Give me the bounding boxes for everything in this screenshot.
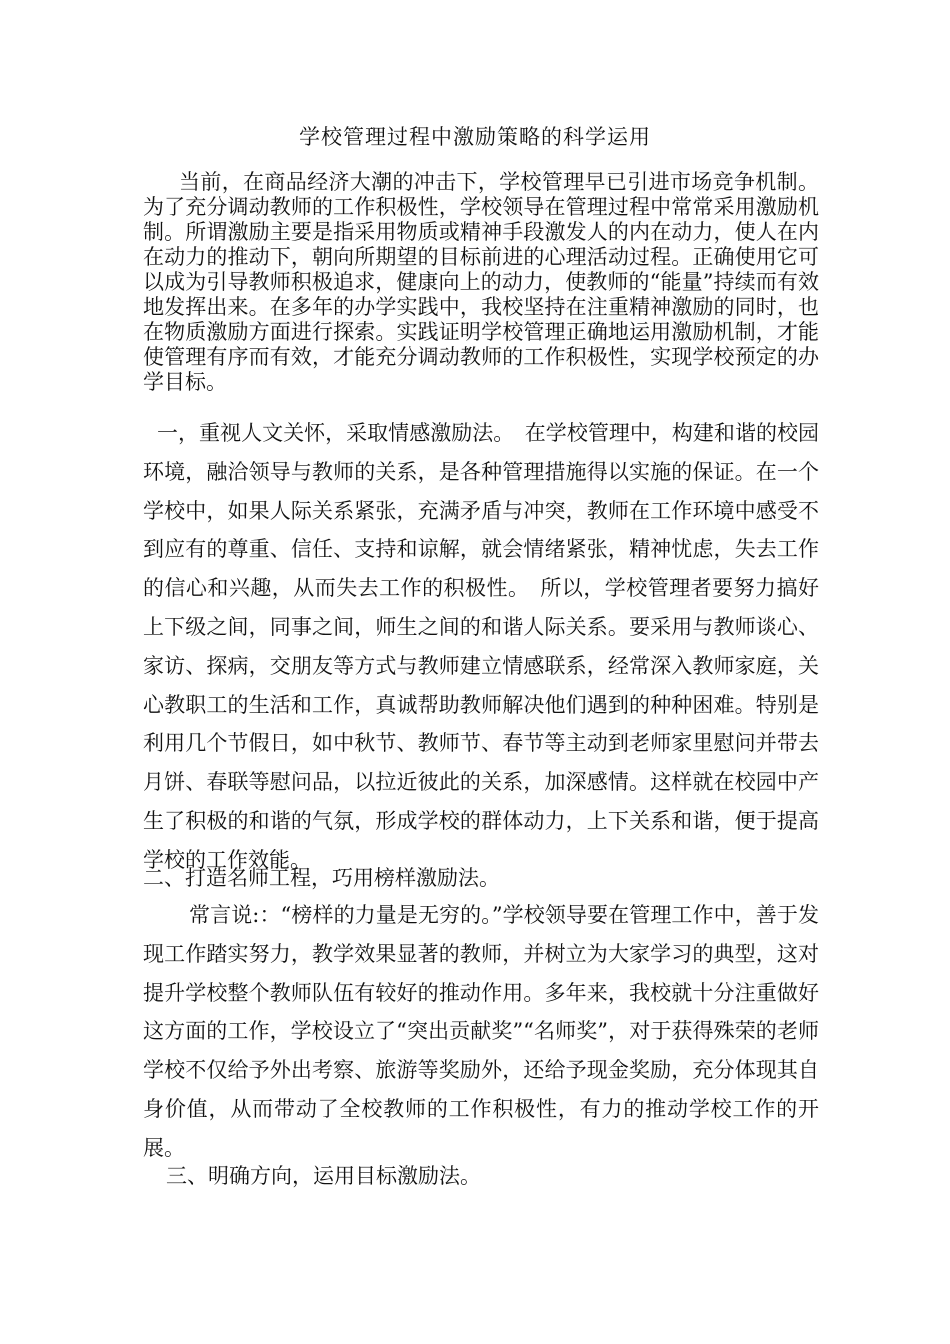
intro-paragraph: 当前，在商品经济大潮的冲击下，学校管理早已引进市场竞争机制。为了充分调动教师的工作积极性，学校领导在管理过程中常常采用激励机制。所谓激励主要是指采用物质或精神手段激发人的内在动力，使人在内在动力的推动下，朝向所期望的目标前进的心理活动过程。正确使用它可以成为引导教师积极追求，健康向上的动力，使教师的“能量”持续而有效地发挥出来。在多年的办学实践中，我校坚持在注重精神激励的同时，也在物质激励方面进行探索。实践证明学校管理正确地运用激励机制，才能使管理有序而有效，才能充分调动教师的工作积极性，实现学校预定的办学目标。 bbox=[143, 170, 819, 394]
document-title: 学校管理过程中激励策略的科学运用 bbox=[299, 125, 651, 149]
section-1-paragraph: 一，重视人文关怀，采取情感激励法。 在学校管理中，构建和谐的校园环境，融洽领导与教师的关系，是各种管理措施得以实施的保证。在一个学校中，如果人际关系紧张，充满矛盾与冲突，教师在工作环境中感受不到应有的尊重、信任、支持和谅解，就会情绪紧张，精神忧虑，失去工作的信心和兴趣，从而失去工作的积极性。 所以，学校管理者要努力搞好上下级之间，同事之间，师生之间的和谐人际关系。要采用与教师谈心、家访、探病，交朋友等方式与教师建立情感联系，经常深入教师家庭，关心教职工的生活和工作，真诚帮助教师解决他们遇到的种种困难。特别是利用几个节假日，如中秋节、教师节、春节等主动到老师家里慰问并带去月饼、春联等慰问品，以拉近彼此的关系，加深感情。这样就在校园中产生了积极的和谐的气氛，形成学校的群体动力，上下关系和谐，便于提高学校的工作效能。 bbox=[143, 421, 819, 872]
section-3-heading: 三、明确方向，运用目标激励法。 bbox=[166, 1164, 481, 1188]
section-2-heading: 二、打造名师工程，巧用榜样激励法。 bbox=[143, 866, 500, 890]
section-2-paragraph: 常言说:：“榜样的力量是无穷的。”学校领导要在管理工作中，善于发现工作踏实努力，教学效果显著的教师，并树立为大家学习的典型，这对提升学校整个教师队伍有较好的推动作用。多年来，我校就十分注重做好这方面的工作，学校设立了“突出贡献奖”“名师奖”，对于获得殊荣的老师学校不仅给予外出考察、旅游等奖励外，还给予现金奖励，充分体现其自身价值，从而带动了全校教师的工作积极性，有力的推动学校工作的开展。 bbox=[143, 903, 819, 1160]
